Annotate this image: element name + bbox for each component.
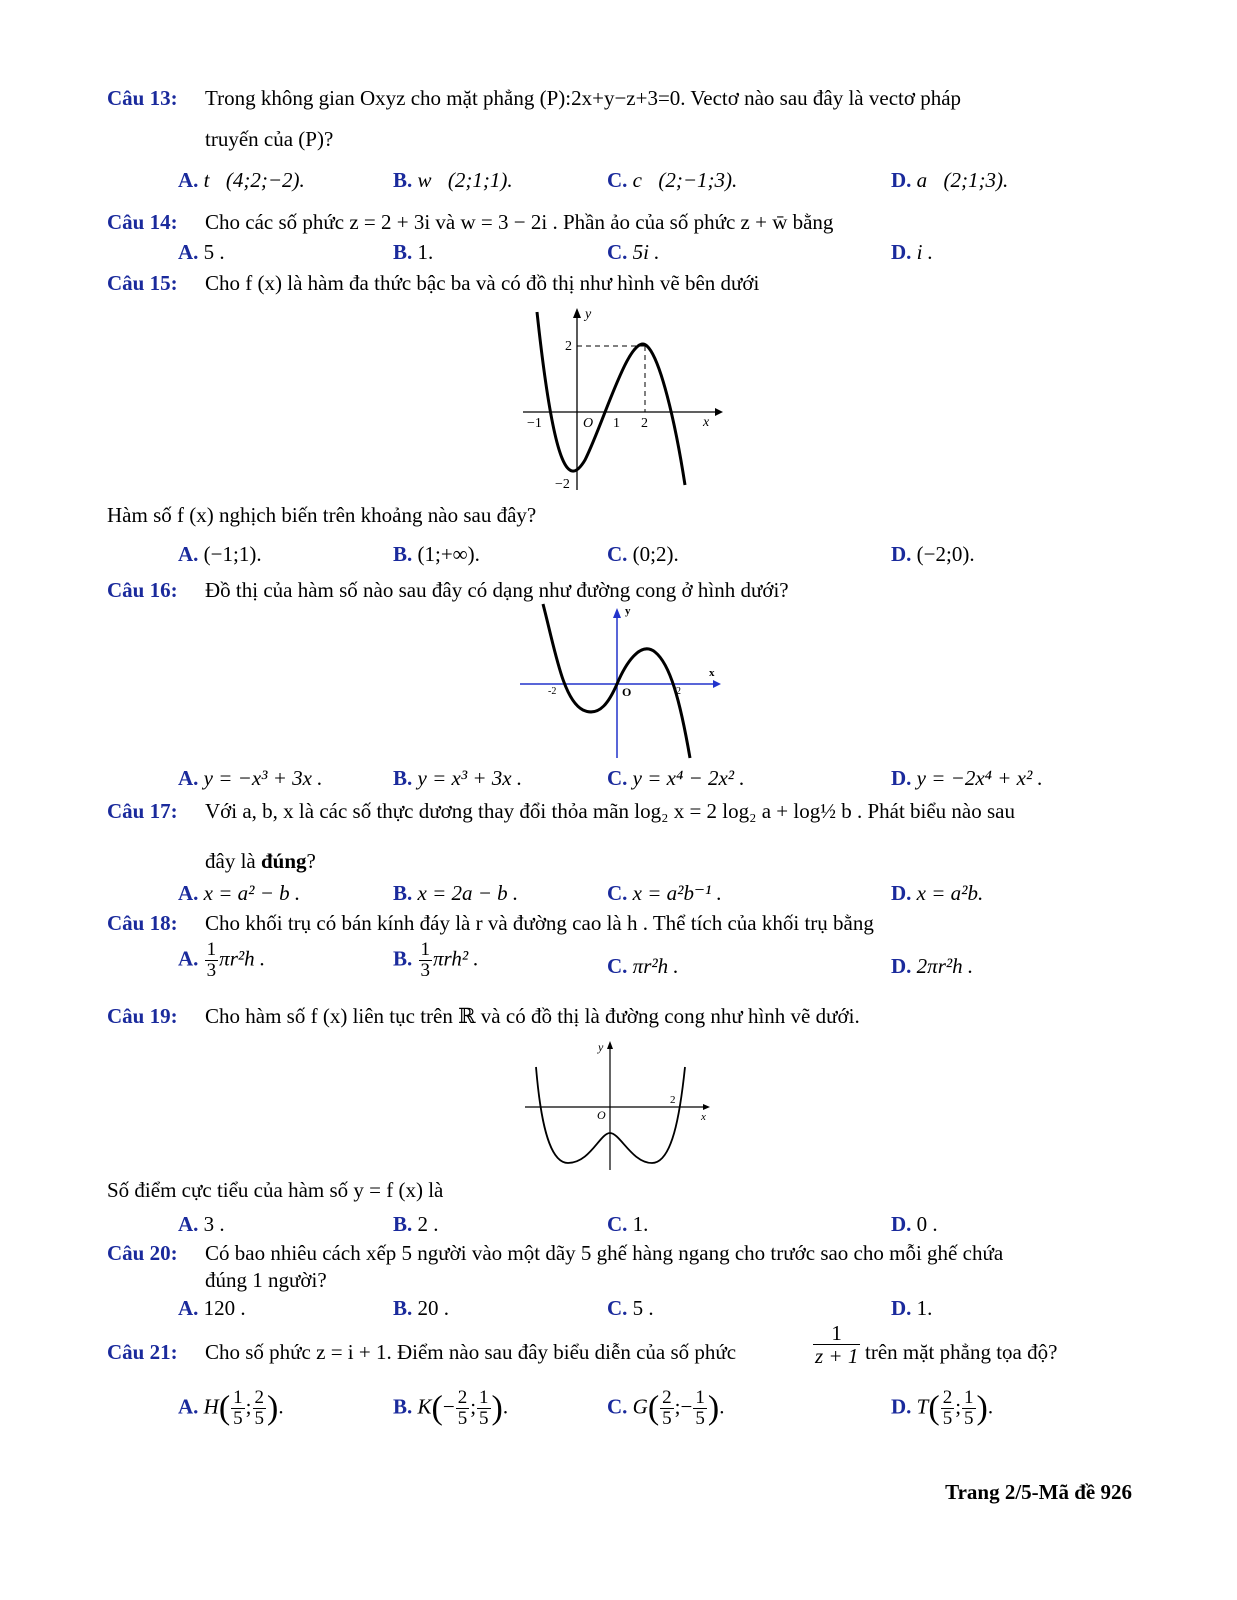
q19-option-a: A. 3 . (178, 1212, 225, 1236)
q17-option-d: D. x = a²b. (891, 881, 984, 905)
q19-option-c: C. 1. (607, 1212, 649, 1236)
q15-question: Hàm số f (x) nghịch biến trên khoảng nào sau đây? (107, 503, 537, 527)
q19-option-d: D. 0 . (891, 1212, 938, 1236)
q20-text-line1: Có bao nhiêu cách xếp 5 người vào một dãy 5 ghế hàng ngang cho trước sao cho mỗi ghế chứa (205, 1241, 1004, 1265)
q15-label: Câu 15: (107, 271, 178, 295)
q21-text-post: trên mặt phẳng tọa độ? (865, 1340, 1058, 1364)
q20-option-a: A. 120 . (178, 1296, 246, 1320)
q15-val-m2: −2 (555, 477, 570, 492)
q20-text-line2: đúng 1 người? (205, 1268, 327, 1292)
q15-text: Cho f (x) là hàm đa thức bậc ba và có đồ thị như hình vẽ bên dưới (205, 271, 760, 295)
q17-option-c: C. x = a²b⁻¹ . (607, 881, 722, 905)
q18-option-b: B. $\frac{1}{3}$ πrh² . (393, 939, 479, 981)
x-axis-arrow (713, 680, 721, 688)
q13-option-d: D. a⃗(2;1;3). (891, 168, 1009, 192)
q20-option-d: D. 1. (891, 1296, 933, 1320)
q19-y-label: y (598, 1040, 604, 1054)
y-axis-arrow (613, 608, 621, 618)
q18-option-a: A. $\frac{1}{3}$ πr²h . (178, 939, 266, 981)
q16-label: Câu 16: (107, 578, 178, 602)
q18-option-d: D. 2πr²h . (891, 954, 974, 978)
q15-option-d: D. (−2;0). (891, 542, 975, 566)
page-footer: Trang 2/5-Mã đề 926 (945, 1480, 1132, 1504)
q16-origin: O (622, 685, 632, 699)
q15-val-2: 2 (565, 339, 572, 354)
q15-y-label: y (585, 307, 592, 322)
q18-label: Câu 18: (107, 911, 178, 935)
q21-option-a: A. H( $\frac{1}{5}$ ; $\frac{2}{5}$ ). (178, 1387, 284, 1429)
q14-label: Câu 14: (107, 210, 178, 234)
q21-text-pre: Cho số phức z = i + 1. Điểm nào sau đây biểu diễn của số phức (205, 1340, 737, 1364)
q13-option-a: A. t⃗(4;2;−2). (178, 168, 305, 192)
q19-text: Cho hàm số f (x) liên tục trên ℝ và có đồ thị là đường cong như hình vẽ dưới. (205, 1004, 860, 1028)
q21-fraction: $\frac{1}{z + 1}$ (815, 1321, 859, 1369)
q17-text-line2: đây là đúng? (205, 849, 316, 873)
y-axis-arrow (573, 308, 581, 318)
x-axis-arrow (715, 408, 723, 416)
q14-option-a: A. 5 . (178, 240, 225, 264)
q15-option-c: C. (0;2). (607, 542, 679, 566)
q19-question: Số điểm cực tiểu của hàm số y = f (x) là (107, 1178, 444, 1202)
q16-x-label: x (709, 667, 715, 679)
q13-option-c: C. c⃗(2;−1;3). (607, 168, 738, 192)
q13-label: Câu 13: (107, 86, 178, 110)
q15-tick-m1: −1 (527, 416, 542, 431)
q18-text: Cho khối trụ có bán kính đáy là r và đường cao là h . Thể tích của khối trụ bằng (205, 911, 874, 935)
q21-option-b: B. K(− $\frac{2}{5}$ ; $\frac{1}{5}$ ). (393, 1387, 509, 1429)
q15-tick-2: 2 (641, 416, 648, 431)
q19-x-label: x (701, 1111, 706, 1123)
q16-y-label: y (625, 605, 631, 617)
q15-tick-1: 1 (613, 416, 620, 431)
q21-label: Câu 21: (107, 1340, 178, 1364)
q16-tick-2: 2 (676, 686, 681, 697)
q17-text-line1: Với a, b, x là các số thực dương thay đổi thỏa mãn log₂ x = 2 log₂ a + log½ b . Phát biểu nào sau (205, 799, 1015, 823)
q17-option-b: B. x = 2a − b . (393, 881, 519, 905)
x-axis-arrow (703, 1104, 710, 1110)
q16-option-a: A. y = −x³ + 3x . (178, 766, 323, 790)
q16-tick-m2: -2 (548, 686, 557, 697)
q15-graph (515, 300, 725, 495)
q17-option-a: A. x = a² − b . (178, 881, 301, 905)
q13-text-line1: Trong không gian Oxyz cho mặt phẳng (P):2x+y−z+3=0. Vectơ nào sau đây là vectơ pháp (205, 86, 962, 110)
y-axis-arrow (607, 1041, 613, 1049)
q13-option-b: B. w⃗(2;1;1). (393, 168, 513, 192)
q14-option-d: D. i . (891, 240, 934, 264)
q15-option-a: A. (−1;1). (178, 542, 262, 566)
q15-x-label: x (703, 415, 710, 430)
q19-option-b: B. 2 . (393, 1212, 439, 1236)
q14-option-c: C. 5i . (607, 240, 660, 264)
q19-label: Câu 19: (107, 1004, 178, 1028)
q14-text: Cho các số phức z = 2 + 3i và w = 3 − 2i . Phần ảo của số phức z + w̄ bằng (205, 210, 834, 234)
q19-tick-2: 2 (670, 1094, 676, 1106)
q16-option-b: B. y = x³ + 3x . (393, 766, 523, 790)
q20-option-b: B. 20 . (393, 1296, 450, 1320)
q13-text-line2: truyến của (P)? (205, 127, 334, 151)
q15-origin: O (583, 416, 594, 431)
q15-curve (537, 312, 685, 485)
q16-option-d: D. y = −2x⁴ + x² . (891, 766, 1043, 790)
q18-option-c: C. πr²h . (607, 954, 679, 978)
q16-text: Đồ thị của hàm số nào sau đây có dạng như đường cong ở hình dưới? (205, 578, 789, 602)
q21-option-d: D. T( $\frac{2}{5}$ ; $\frac{1}{5}$ ). (891, 1387, 994, 1429)
q15-option-b: B. (1;+∞). (393, 542, 480, 566)
q20-option-c: C. 5 . (607, 1296, 654, 1320)
q14-option-b: B. 1. (393, 240, 434, 264)
q16-graph (515, 600, 725, 762)
q21-option-c: C. G( $\frac{2}{5}$ ;− $\frac{1}{5}$ ). (607, 1387, 725, 1429)
q17-label: Câu 17: (107, 799, 178, 823)
q20-label: Câu 20: (107, 1241, 178, 1265)
q19-graph (520, 1035, 720, 1175)
q19-origin: O (597, 1108, 606, 1122)
q16-option-c: C. y = x⁴ − 2x² . (607, 766, 745, 790)
